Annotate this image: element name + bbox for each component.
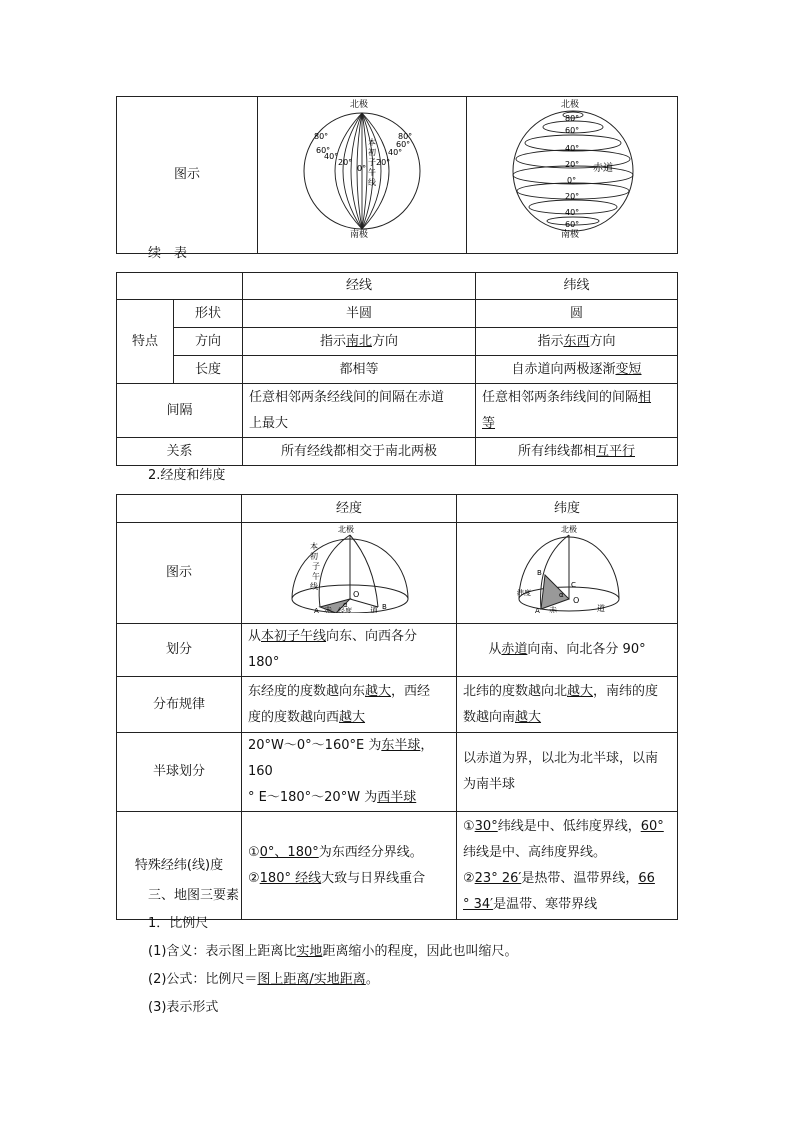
header-parallel: 纬线 [476, 273, 678, 300]
svg-text:初: 初 [310, 552, 318, 561]
svg-text:赤: 赤 [324, 606, 332, 613]
svg-text:初: 初 [368, 148, 376, 157]
header-latitude: 纬度 [457, 495, 678, 523]
svg-text:0°: 0° [357, 164, 367, 173]
svg-text:B: B [537, 569, 542, 577]
svg-text:20°: 20° [565, 192, 580, 201]
svg-text:80°: 80° [398, 132, 413, 141]
svg-text:20°: 20° [565, 160, 580, 169]
distribution-label: 分布规律 [117, 677, 242, 733]
latitude-globe-diagram [467, 97, 677, 243]
svg-text:经度: 经度 [338, 607, 352, 613]
relation-label: 关系 [117, 438, 243, 466]
parallel-relation: 所有纬线都相互平行 [476, 438, 678, 466]
svg-text:0°: 0° [567, 176, 577, 185]
parallel-length: 自赤道向两极逐渐变短 [476, 356, 678, 384]
svg-text:北极: 北极 [338, 525, 354, 534]
longitude-globe-cell [258, 97, 467, 254]
svg-text:南极: 南极 [561, 230, 580, 240]
svg-text:赤道: 赤道 [593, 163, 613, 174]
figure-label: 图示 [117, 97, 258, 254]
svg-text:B: B [382, 603, 387, 611]
header-empty-2 [117, 495, 242, 523]
svg-text:A: A [535, 607, 540, 613]
svg-text:40°: 40° [565, 208, 580, 217]
svg-text:北极: 北极 [561, 100, 580, 110]
parallel-direction: 指示东西方向 [476, 328, 678, 356]
longitude-division: 从本初子午线向东、向西各分 180° [242, 624, 457, 677]
svg-text:午: 午 [368, 168, 376, 177]
svg-text:线: 线 [310, 582, 318, 591]
latitude-special: ①30°纬线是中、低纬度界线，60° 纬线是中、高纬度界线。 ②23° 26′是热带、温带界线，66 ° 34′是温带、寒带界线 [457, 812, 678, 920]
svg-text:40°: 40° [388, 148, 403, 157]
svg-text:20°: 20° [338, 158, 353, 167]
scale-heading: 1．比例尺 [148, 916, 209, 931]
svg-text:O: O [573, 596, 580, 605]
svg-text:道: 道 [597, 604, 605, 613]
scale-meaning: (1)含义：表示图上距离比实地距离缩小的程度，因此也叫缩尺。 [148, 944, 518, 959]
longitude-hemisphere-diagram [242, 523, 456, 613]
figure-table [116, 96, 678, 254]
parallel-shape: 圆 [476, 300, 678, 328]
svg-text:道: 道 [370, 606, 378, 613]
svg-text:本: 本 [368, 138, 376, 147]
svg-text:A: A [314, 607, 319, 613]
header-empty [117, 273, 243, 300]
svg-text:20°: 20° [376, 158, 391, 167]
svg-text:80°: 80° [565, 114, 580, 123]
latitude-hemisphere-diagram [457, 523, 677, 613]
meridian-interval: 任意相邻两条经线间的间隔在赤道 上最大 [243, 384, 476, 438]
svg-text:α: α [343, 601, 348, 609]
svg-text:南极: 南极 [350, 230, 369, 240]
longitude-distribution: 东经度的度数越向东越大，西经 度的度数越向西越大 [242, 677, 457, 733]
header-meridian: 经线 [243, 273, 476, 300]
meridian-direction: 指示南北方向 [243, 328, 476, 356]
longitude-globe-diagram [258, 97, 466, 243]
svg-text:60°: 60° [565, 126, 580, 135]
svg-text:60°: 60° [565, 220, 580, 229]
section-map-elements-title: 三、地图三要素 [148, 888, 240, 903]
svg-text:本: 本 [310, 542, 318, 551]
svg-text:α: α [559, 591, 564, 599]
svg-text:午: 午 [312, 572, 320, 581]
longitude-special: ①0°、180°为东西经分界线。 ②180° 经线大致与日界线重合 [242, 812, 457, 920]
latitude-distribution: 北纬的度数越向北越大，南纬的度 数越向南越大 [457, 677, 678, 733]
svg-text:赤: 赤 [549, 606, 557, 613]
svg-text:北极: 北极 [350, 100, 369, 110]
continued-table-title: 续 表 [148, 246, 188, 261]
scale-formula: (2)公式：比例尺＝图上距离/实地距离。 [148, 972, 379, 987]
hemisphere-label: 半球划分 [117, 733, 242, 812]
meridian-shape: 半圆 [243, 300, 476, 328]
svg-text:北极: 北极 [561, 525, 577, 534]
latitude-globe-cell [467, 97, 678, 254]
meridian-length: 都相等 [243, 356, 476, 384]
svg-text:40°: 40° [324, 152, 339, 161]
section-lon-lat-title: 2.经度和纬度 [148, 468, 226, 483]
svg-text:40°: 40° [565, 144, 580, 153]
latitude-figure-cell [457, 523, 678, 624]
svg-text:子: 子 [368, 158, 376, 167]
figure-label-2: 图示 [117, 523, 242, 624]
meridian-relation: 所有经线都相交于南北两极 [243, 438, 476, 466]
svg-text:60°: 60° [396, 140, 411, 149]
header-longitude: 经度 [242, 495, 457, 523]
longitude-latitude-table [116, 494, 678, 920]
division-label: 划分 [117, 624, 242, 677]
svg-text:80°: 80° [314, 132, 329, 141]
svg-text:60°: 60° [316, 146, 331, 155]
features-label: 特点 [117, 300, 174, 384]
parallel-interval: 任意相邻两条纬线间的间隔相 等 [476, 384, 678, 438]
shape-label: 形状 [174, 300, 243, 328]
special-lines-label: 特殊经纬(线)度 [117, 812, 242, 920]
svg-text:子: 子 [312, 562, 320, 571]
svg-text:C: C [571, 581, 576, 589]
svg-text:纬度: 纬度 [517, 589, 531, 597]
longitude-figure-cell [242, 523, 457, 624]
scale-forms: (3)表示形式 [148, 1000, 219, 1015]
length-label: 长度 [174, 356, 243, 384]
interval-label: 间隔 [117, 384, 243, 438]
latitude-hemisphere: 以赤道为界，以北为北半球，以南 为南半球 [457, 733, 678, 812]
direction-label: 方向 [174, 328, 243, 356]
longitude-hemisphere: 20°W～0°～160°E 为东半球，160 ° E～180°～20°W 为西半球 [242, 733, 457, 812]
svg-text:线: 线 [368, 178, 376, 187]
svg-text:O: O [353, 590, 360, 599]
meridian-parallel-table [116, 272, 678, 466]
latitude-division: 从赤道向南、向北各分 90° [457, 624, 678, 677]
